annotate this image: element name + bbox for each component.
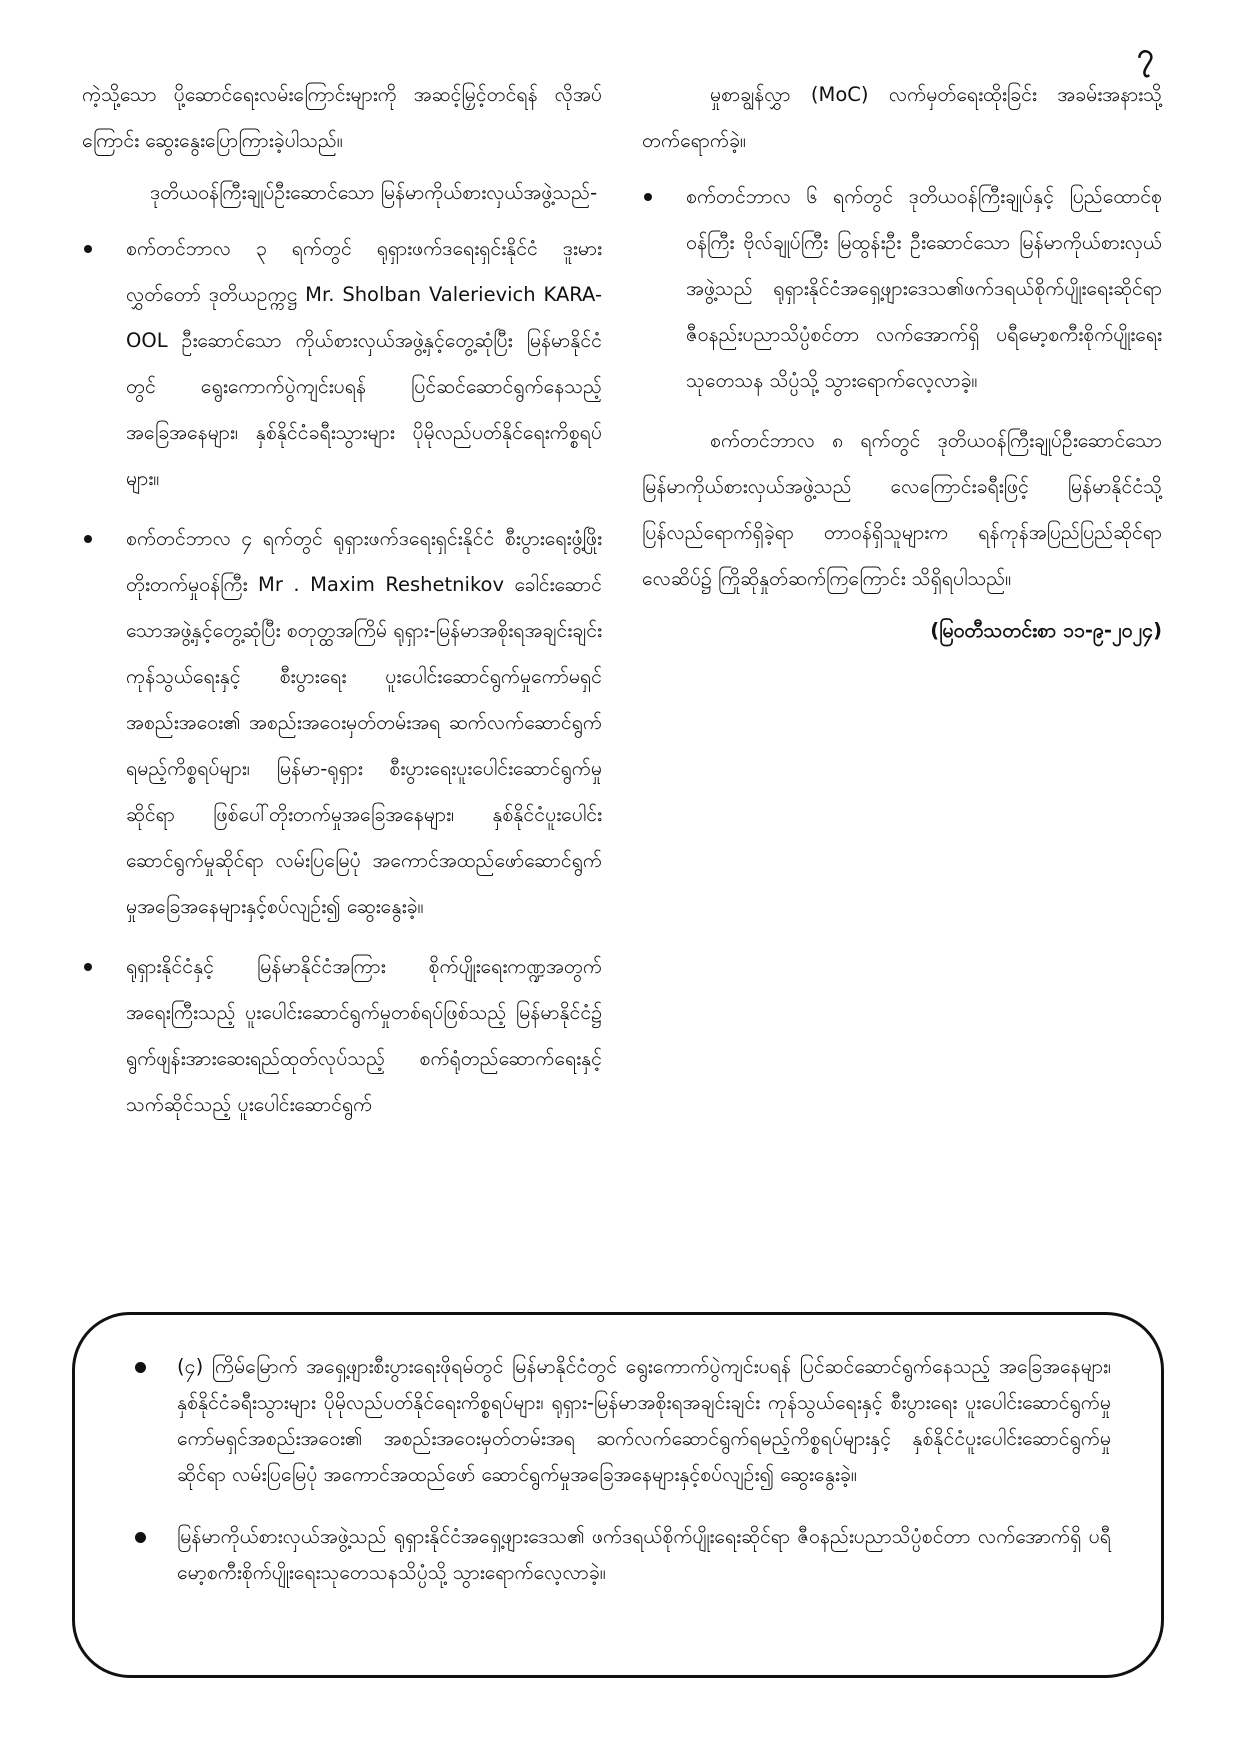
summary-item: [133, 1519, 1111, 1591]
source-citation: (မြဝတီသတင်းစာ ၁၁-၉-၂၀၂၄): [930, 619, 1162, 642]
bullet-text: စက်တင်ဘာလ ၆ ရက်တွင် ဒုတိယဝန်ကြီးချုပ်နှင့် ပြည်ထောင်စုဝန်ကြီး ဗိုလ်ချုပ်ကြီး မြထွန်းဦး ဦးဆောင်သော မြန်မာကိုယ်စားလှယ်အဖွဲ့သည် ရုရှားနိုင်ငံအရှေ့ဖျားဒေသ၏ဖက်ဒရယ်စိုက်ပျိုးရေးဆိုင်ရာ ဇီဝနည်းပညာသိပ္ပံစင်တာ လက်အောက်ရှိ ပရီမော့စကီးစိုက်ပျိုးရေး သုတေသန သိပ္ပံသို့ သွားရောက်လေ့လာခဲ့။: [686, 185, 1162, 392]
summary-list: [133, 1349, 1111, 1591]
bullet-item: [82, 226, 602, 502]
left-column: [82, 72, 602, 1142]
bullet-dot-icon: [135, 1362, 146, 1373]
intro-paragraph: ကဲ့သို့သော ပို့ဆောင်ရေးလမ်းကြောင်းများကို အဆင့်မြှင့်တင်ရန် လိုအပ်ကြောင်း ဆွေးနွေးပြောကြားခဲ့ပါသည်။: [82, 83, 602, 152]
right-bullet-list: [642, 174, 1162, 404]
bullet-dot-icon: [84, 963, 92, 971]
bullet-dot-icon: [84, 535, 92, 543]
bullet-dot-icon: [644, 193, 652, 201]
bullet-item: [82, 944, 602, 1128]
summary-item: [133, 1349, 1111, 1493]
summary-text: (၄) ကြိမ်မြောက် အရှေ့ဖျားစီးပွားရေးဖိုရမ်တွင် မြန်မာနိုင်ငံတွင် ရွေးကောက်ပွဲကျင်းပရန် ပြင်ဆင်ဆောင်ရွက်နေသည့် အခြေအနေများ၊ နှစ်နိုင်ငံခရီးသွားများ ပိုမိုလည်ပတ်နိုင်ရေးကိစ္စရပ်များ၊ ရုရှား-မြန်မာအစိုးရအချင်းချင်း ကုန်သွယ်ရေးနှင့် စီးပွားရေး ပူးပေါင်းဆောင်ရွက်မှုကော်မရှင်အစည်းအဝေး၏ အစည်းအဝေးမှတ်တမ်းအရ ဆက်လက်ဆောင်ရွက်ရမည့်ကိစ္စရပ်များနှင့် နှစ်နိုင်ငံပူးပေါင်းဆောင်ရွက်မှုဆိုင်ရာ လမ်းပြမြေပုံ အကောင်အထည်ဖော် ဆောင်ရွက်မှုအခြေအနေများနှင့်စပ်လျဉ်း၍ ဆွေးနွေးခဲ့။: [177, 1355, 1111, 1486]
summary-text: မြန်မာကိုယ်စားလှယ်အဖွဲ့သည် ရုရှားနိုင်ငံအရှေ့ဖျားဒေသ၏ ဖက်ဒရယ်စိုက်ပျိုးရေးဆိုင်ရာ ဇီဝနည်းပညာသိပ္ပံစင်တာ လက်အောက်ရှိ ပရီမော့စကီးစိုက်ပျိုးရေးသုတေသနသိပ္ပံသို့ သွားရောက်လေ့လာခဲ့။: [177, 1525, 1111, 1584]
bullet-item: [82, 516, 602, 930]
closing-paragraph: စက်တင်ဘာလ ၈ ရက်တွင် ဒုတိယဝန်ကြီးချုပ်ဦးဆောင်သော မြန်မာကိုယ်စားလှယ်အဖွဲ့သည် လေကြောင်းခရီးဖြင့် မြန်မာနိုင်ငံသို့ ပြန်လည်ရောက်ရှိခဲ့ရာ တာဝန်ရှိသူများက ရန်ကုန်အပြည်ပြည်ဆိုင်ရာလေဆိပ်၌ ကြိုဆိုနှုတ်ဆက်ကြကြောင်း သိရှိရပါသည်။: [642, 429, 1162, 590]
bullet-text: စက်တင်ဘာလ ၃ ရက်တွင် ရုရှားဖက်ဒရေးရှင်းနိုင်ငံ ဒူးမားလွှတ်တော် ဒုတိယဥက္ကဋ္ဌ Mr. Sholban Valerievich KARA-OOL ဦးဆောင်သော ကိုယ်စားလှယ်အဖွဲ့နှင့်တွေ့ဆုံပြီး မြန်မာနိုင်ငံတွင် ရွေးကောက်ပွဲကျင်းပရန် ပြင်ဆင်ဆောင်ရွက်နေသည့် အခြေအနေများ၊ နှစ်နိုင်ငံခရီးသွားများ ပိုမိုလည်ပတ်နိုင်ရေးကိစ္စရပ်များ။: [126, 237, 602, 490]
bullet-dot-icon: [135, 1532, 146, 1543]
bullet-text: စက်တင်ဘာလ ၄ ရက်တွင် ရုရှားဖက်ဒရေးရှင်းနိုင်ငံ စီးပွားရေးဖွံ့ဖြိုးတိုးတက်မှုဝန်ကြီး Mr . Maxim Reshetnikov ခေါင်းဆောင်သောအဖွဲ့နှင့်တွေ့ဆုံပြီး စတုတ္ထအကြိမ် ရုရှား-မြန်မာအစိုးရအချင်းချင်း ကုန်သွယ်ရေးနှင့် စီးပွားရေး ပူးပေါင်းဆောင်ရွက်မှုကော်မရှင်အစည်းအဝေး၏ အစည်းအဝေးမှတ်တမ်းအရ ဆက်လက်ဆောင်ရွက်ရမည့်ကိစ္စရပ်များ၊ မြန်မာ-ရုရှား စီးပွားရေးပူးပေါင်းဆောင်ရွက်မှုဆိုင်ရာ ဖြစ်ပေါ်တိုးတက်မှုအခြေအနေများ၊ နှစ်နိုင်ငံပူးပေါင်းဆောင်ရွက်မှုဆိုင်ရာ လမ်းပြမြေပုံ အကောင်အထည်ဖော်ဆောင်ရွက်မှုအခြေအနေများနှင့်စပ်လျဉ်း၍ ဆွေးနွေးခဲ့။: [126, 527, 602, 918]
lead-paragraph: ဒုတိယဝန်ကြီးချုပ်ဦးဆောင်သော မြန်မာကိုယ်စားလှယ်အဖွဲ့သည်-: [150, 181, 598, 204]
bullet-text: ရုရှားနိုင်ငံနှင့် မြန်မာနိုင်ငံအကြား စိုက်ပျိုးရေးကဏ္ဍအတွက် အရေးကြီးသည့် ပူးပေါင်းဆောင်ရွက်မှုတစ်ရပ်ဖြစ်သည့် မြန်မာနိုင်ငံ၌ ရွက်ဖျန်းအားဆေးရည်ထုတ်လုပ်သည့် စက်ရုံတည်ဆောက်ရေးနှင့်သက်ဆိုင်သည့် ပူးပေါင်းဆောင်ရွက်: [126, 955, 602, 1116]
summary-box: [72, 1312, 1164, 1678]
bullet-dot-icon: [84, 245, 92, 253]
page-number: ၇: [1137, 37, 1154, 72]
continued-paragraph: မှုစာချွန်လွှာ (MoC) လက်မှတ်ရေးထိုးခြင်း အခမ်းအနားသို့ တက်ရောက်ခဲ့။: [642, 83, 1162, 152]
right-column: [642, 72, 1162, 660]
bullet-item: [642, 174, 1162, 404]
left-bullet-list: [82, 226, 602, 1128]
